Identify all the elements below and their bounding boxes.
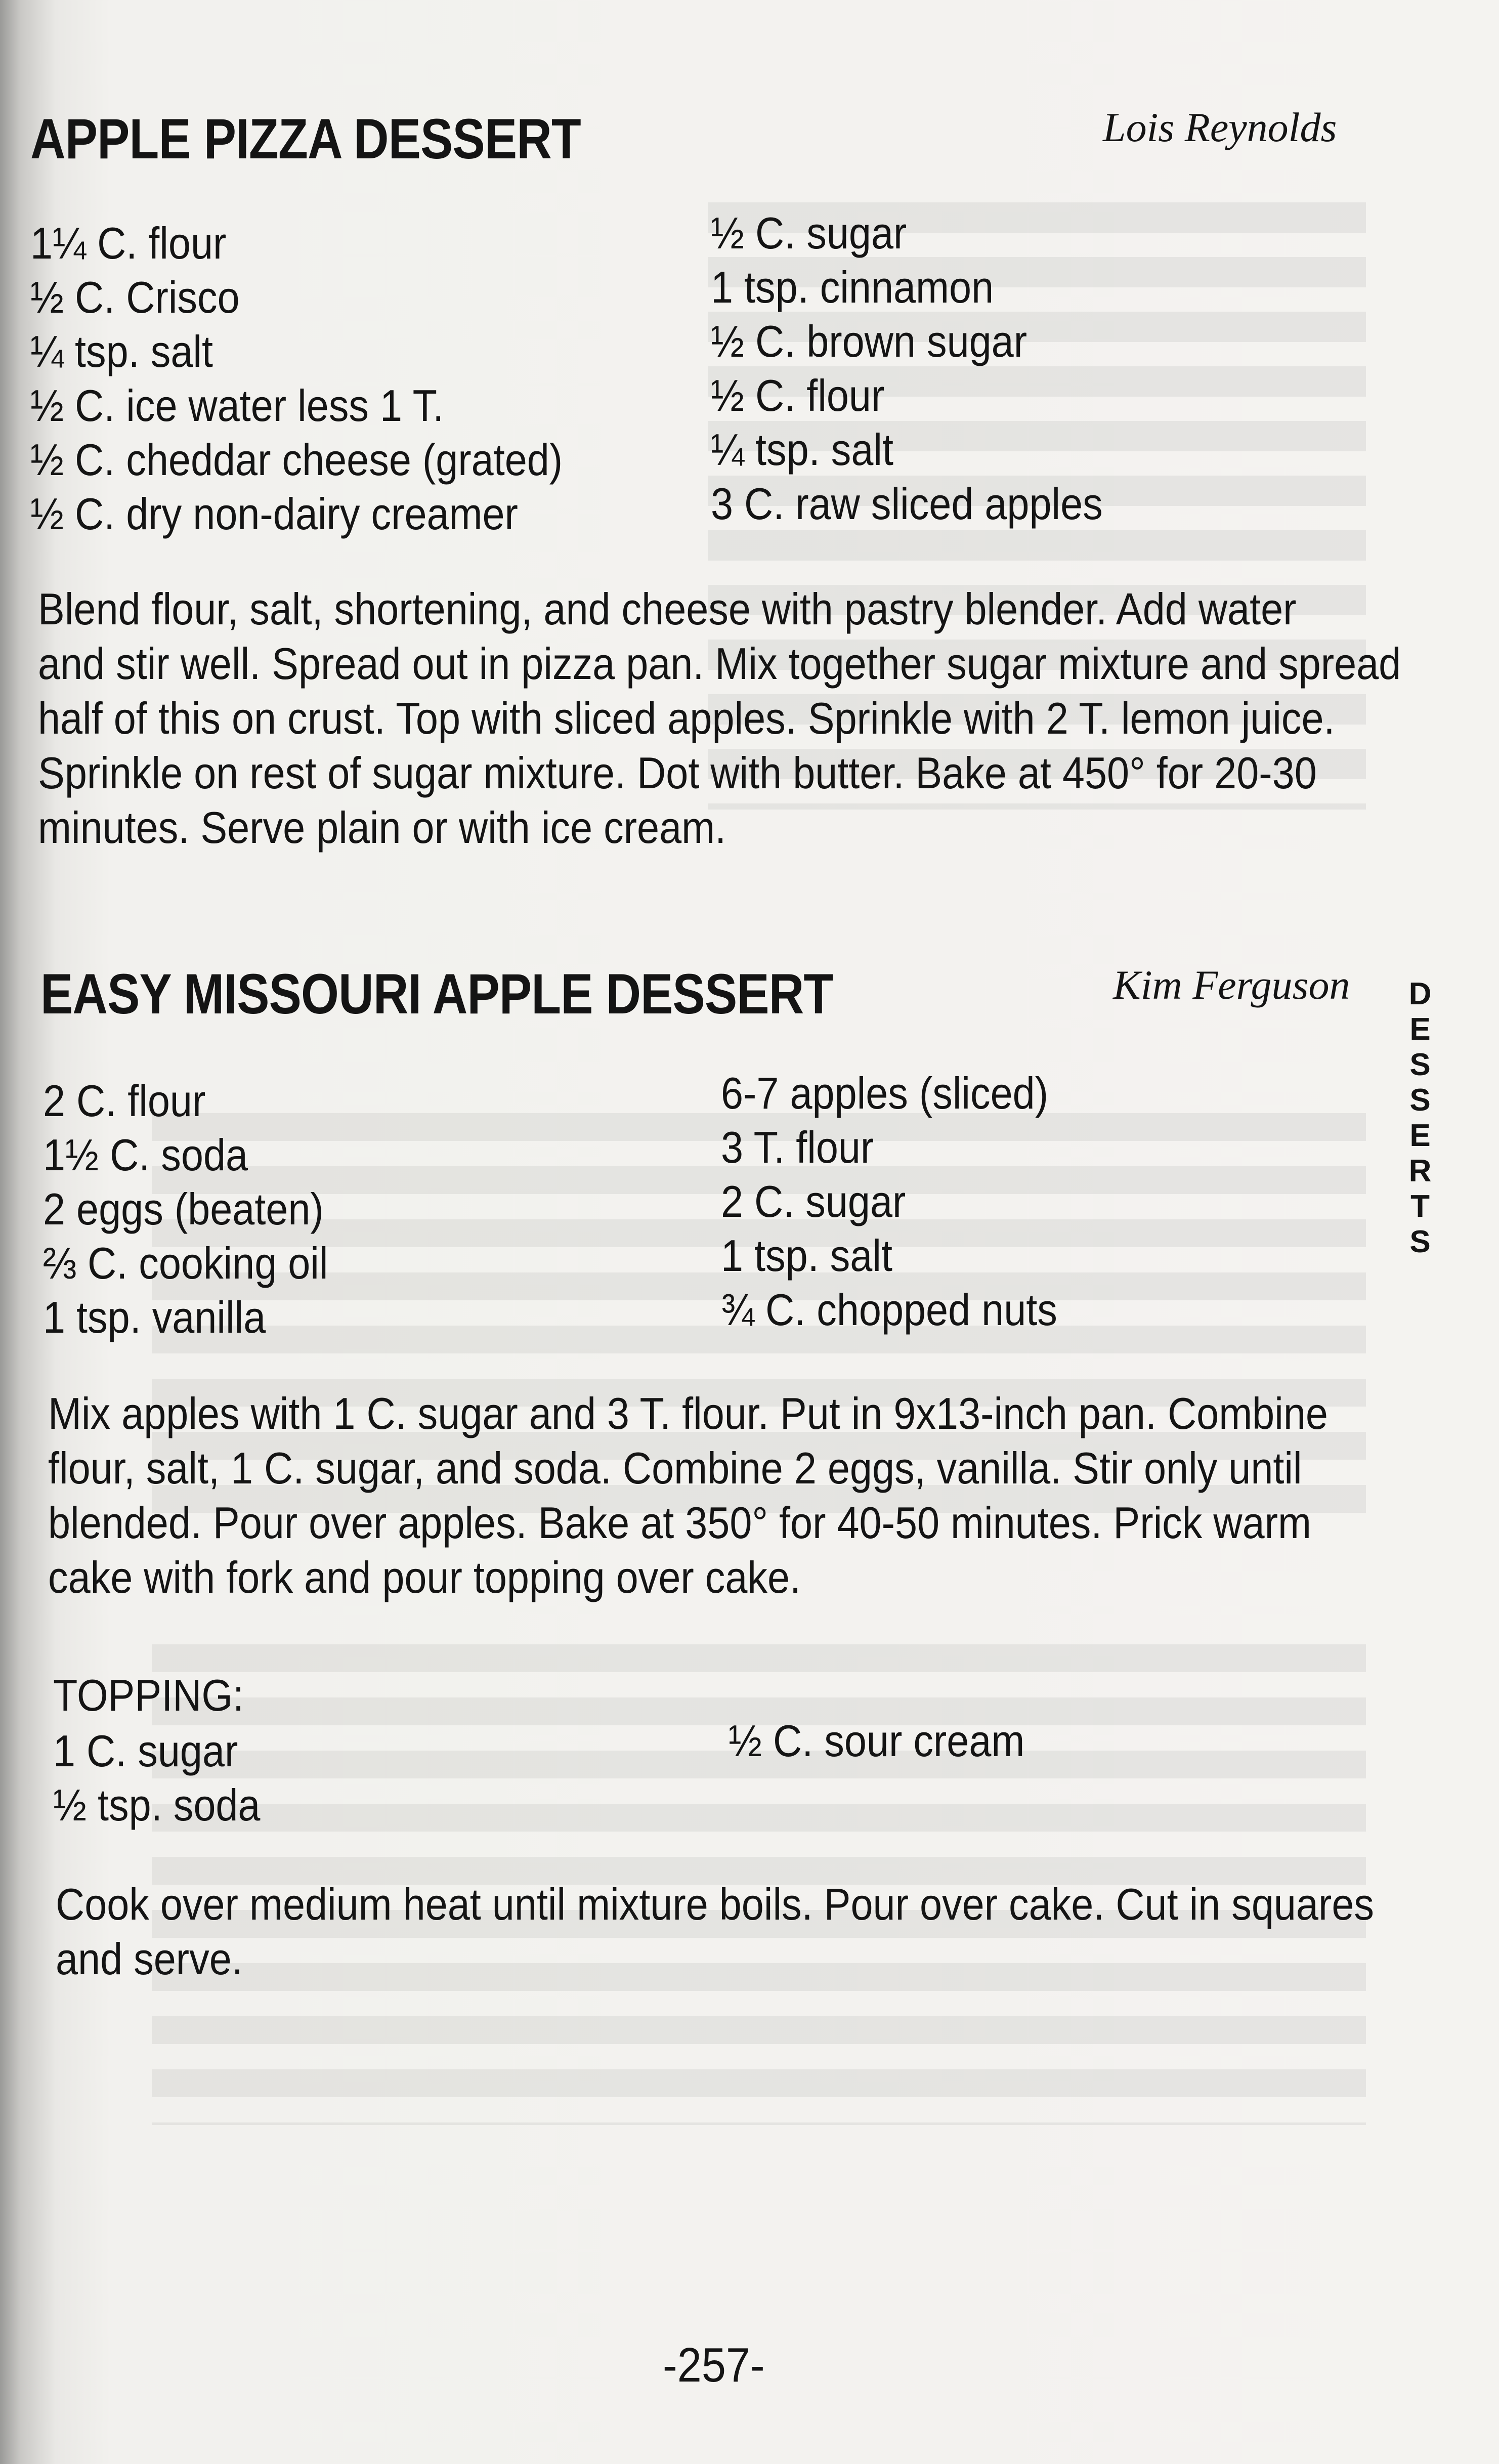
directions-line: flour, salt, 1 C. sugar, and soda. Combine 2 eggs, vanilla. Stir only until <box>48 1443 1302 1493</box>
ingredient-line: ½ C. sour cream <box>729 1716 1025 1766</box>
ingredient-line: ¾ C. chopped nuts <box>721 1285 1057 1335</box>
directions-line: and serve. <box>56 1934 243 1984</box>
ingredient-line: 1 C. sugar <box>53 1726 238 1776</box>
ingredient-line: ⅔ C. cooking oil <box>43 1238 328 1288</box>
directions-line: cake with fork and pour topping over cake. <box>48 1552 801 1602</box>
ingredient-line: ½ C. ice water less 1 T. <box>30 380 444 431</box>
ingredient-line: 1 tsp. cinnamon <box>711 262 994 312</box>
ingredient-line: ½ C. Crisco <box>30 272 240 322</box>
directions-line: Mix apples with 1 C. sugar and 3 T. flour. Put in 9x13-inch pan. Combine <box>48 1388 1328 1438</box>
ingredient-line: ½ C. cheddar cheese (grated) <box>30 435 563 485</box>
directions-line: Blend flour, salt, shortening, and cheese with pastry blender. Add water <box>38 584 1297 634</box>
ingredient-line: 1¼ C. flour <box>30 218 227 268</box>
tab-letter: T <box>1410 1189 1430 1224</box>
topping-directions <box>56 1877 1422 1986</box>
section-side-tab <box>1402 976 1438 1260</box>
ingredient-line: 3 T. flour <box>721 1122 874 1172</box>
tab-letter: S <box>1409 1224 1431 1259</box>
recipe-title: APPLE PIZZA DESSERT <box>30 107 581 171</box>
tab-letter: R <box>1408 1154 1432 1188</box>
ingredient-line: ¼ tsp. salt <box>711 424 893 475</box>
ingredient-line: 2 eggs (beaten) <box>43 1184 324 1234</box>
ingredient-line: 6-7 apples (sliced) <box>721 1068 1049 1118</box>
ingredient-line: 3 C. raw sliced apples <box>711 479 1103 529</box>
directions-line: half of this on crust. Top with sliced apples. Sprinkle with 2 T. lemon juice. <box>38 693 1335 743</box>
directions-line: and stir well. Spread out in pizza pan. Mix together sugar mixture and spread <box>38 639 1401 689</box>
recipe-author: Lois Reynolds <box>1103 104 1337 150</box>
ingredient-line: 2 C. sugar <box>721 1176 906 1226</box>
page-number: -257- <box>663 2338 765 2392</box>
tab-letter: D <box>1408 976 1432 1011</box>
ingredient-line: ½ C. sugar <box>711 208 907 258</box>
ingredient-line: 1½ C. soda <box>43 1130 248 1180</box>
directions-line: Sprinkle on rest of sugar mixture. Dot with butter. Bake at 450° for 20-30 <box>38 748 1317 798</box>
ingredient-line: ½ C. brown sugar <box>711 316 1027 366</box>
tab-letter: S <box>1409 1047 1431 1082</box>
topping-label: TOPPING: <box>53 1670 244 1720</box>
recipe-author: Kim Ferguson <box>1113 962 1350 1008</box>
directions-line: Cook over medium heat until mixture boils. Pour over cake. Cut in squares <box>56 1879 1374 1929</box>
directions-line: minutes. Serve plain or with ice cream. <box>38 802 726 853</box>
ingredient-line: ½ C. dry non-dairy creamer <box>30 489 518 539</box>
ingredient-line: 1 tsp. salt <box>721 1230 892 1281</box>
ingredient-line: ¼ tsp. salt <box>30 326 213 376</box>
recipe-title: EASY MISSOURI APPLE DESSERT <box>40 962 833 1026</box>
tab-letter: S <box>1409 1083 1431 1118</box>
tab-letter: E <box>1409 1012 1431 1047</box>
tab-letter: E <box>1409 1118 1431 1153</box>
ingredient-line: 1 tsp. vanilla <box>43 1292 266 1342</box>
directions-line: blended. Pour over apples. Bake at 350° for 40-50 minutes. Prick warm <box>48 1498 1311 1548</box>
recipe-directions <box>48 1386 1414 1605</box>
ingredient-line: ½ tsp. soda <box>53 1780 261 1830</box>
ingredient-line: 2 C. flour <box>43 1076 206 1126</box>
ingredient-line: ½ C. flour <box>711 370 885 420</box>
recipe-directions <box>38 582 1404 855</box>
